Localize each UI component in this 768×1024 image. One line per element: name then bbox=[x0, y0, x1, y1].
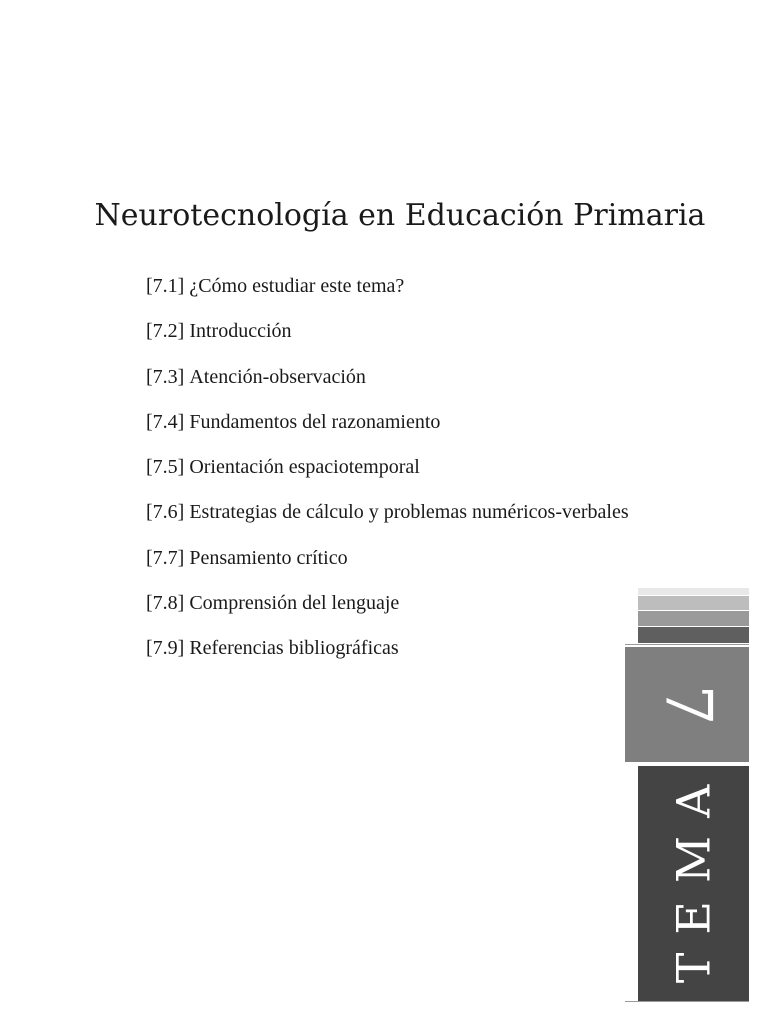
toc-label: Atención-observación bbox=[189, 365, 366, 388]
chapter-word-box bbox=[638, 766, 749, 1001]
toc-item bbox=[146, 272, 629, 317]
page-title: Neurotecnología en Educación Primaria bbox=[94, 198, 706, 233]
toc-number: [7.8] bbox=[146, 592, 185, 615]
divider bbox=[625, 1001, 749, 1002]
tab-stripe bbox=[638, 627, 749, 643]
toc-number: [7.7] bbox=[146, 546, 185, 569]
table-of-contents bbox=[146, 272, 629, 680]
chapter-number-box bbox=[625, 647, 749, 762]
tab-stripe bbox=[638, 588, 749, 595]
chapter-number: 7 bbox=[650, 684, 724, 725]
toc-item bbox=[146, 317, 629, 362]
toc-item bbox=[146, 589, 629, 634]
divider bbox=[625, 644, 749, 645]
toc-label: Estrategias de cálculo y problemas numéricos-verbales bbox=[189, 501, 629, 524]
tab-stripe bbox=[638, 611, 749, 626]
toc-item bbox=[146, 544, 629, 589]
toc-label: Orientación espaciotemporal bbox=[189, 456, 420, 479]
tab-stripe bbox=[638, 596, 749, 610]
toc-item bbox=[146, 498, 629, 543]
toc-label: Comprensión del lenguaje bbox=[189, 592, 400, 615]
toc-number: [7.2] bbox=[146, 320, 185, 343]
toc-number: [7.1] bbox=[146, 275, 185, 297]
toc-number: [7.6] bbox=[146, 501, 185, 524]
toc-label: Pensamiento crítico bbox=[189, 546, 348, 569]
toc-label: ¿Cómo estudiar este tema? bbox=[189, 275, 405, 297]
toc-item bbox=[146, 363, 629, 408]
toc-label: Introducción bbox=[189, 320, 292, 343]
toc-label: Referencias bibliográficas bbox=[189, 637, 399, 660]
toc-item bbox=[146, 453, 629, 498]
toc-item bbox=[146, 408, 629, 453]
toc-number: [7.9] bbox=[146, 637, 185, 660]
toc-number: [7.3] bbox=[146, 365, 185, 388]
toc-number: [7.4] bbox=[146, 410, 185, 433]
toc-number: [7.5] bbox=[146, 456, 185, 479]
toc-label: Fundamentos del razonamiento bbox=[189, 410, 441, 433]
chapter-word: TEMA bbox=[666, 766, 721, 983]
toc-item bbox=[146, 634, 629, 679]
